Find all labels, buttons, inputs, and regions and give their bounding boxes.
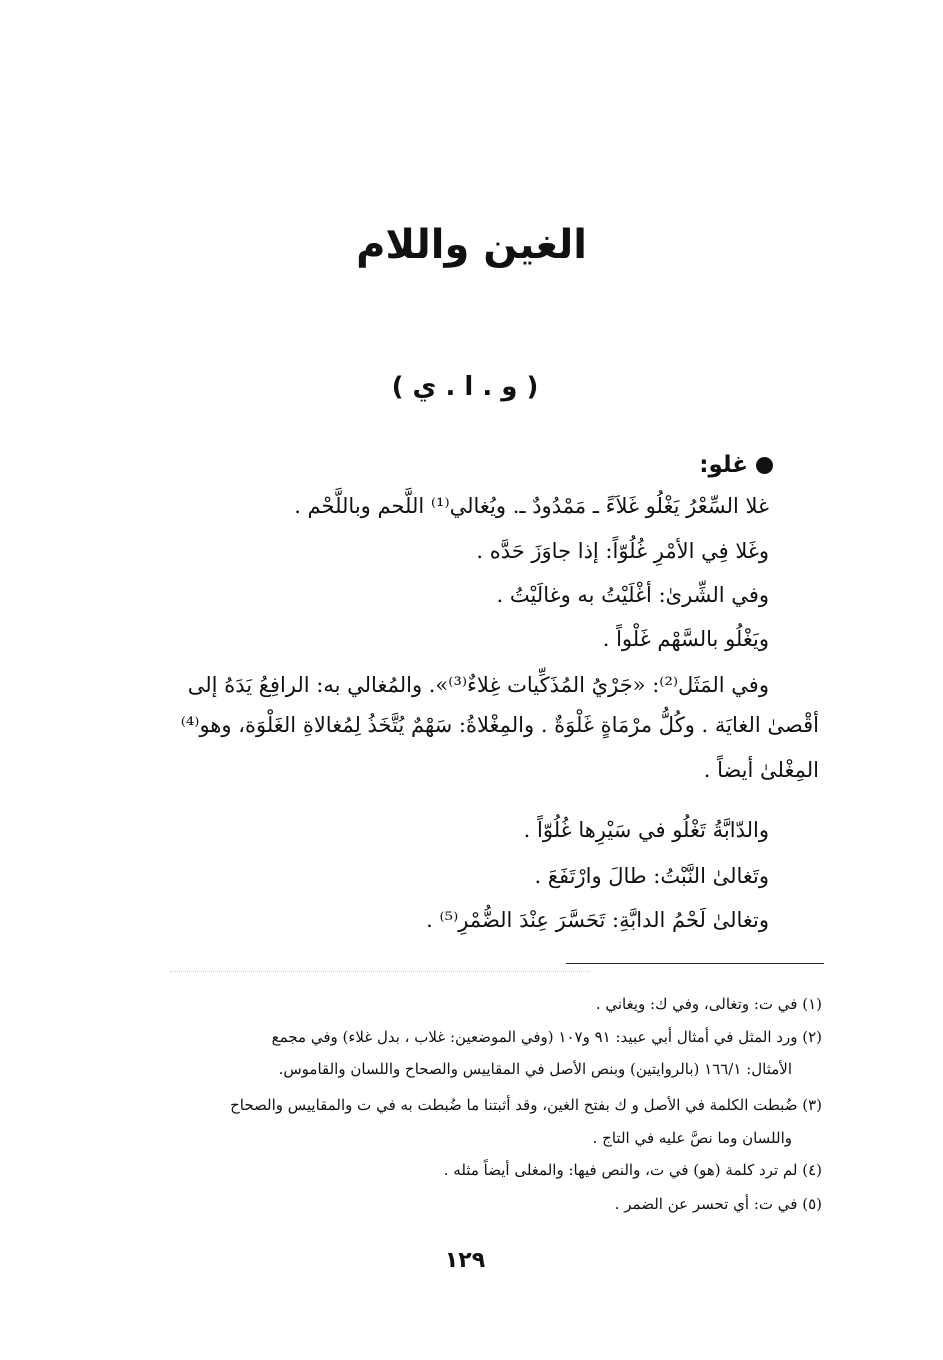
- body-line: وفي المَثَل⁽²⁾: «جَرْيُ المُذَكِّيات غِلاءٌ⁽³⁾». والمُغالي به: الرافِعُ يَدَهُ إلى: [187, 673, 769, 697]
- page-number: ١٢٩: [444, 1248, 486, 1273]
- body-line: المِغْلىٰ أيضاً .: [703, 758, 819, 782]
- body-line: وتَغالىٰ النَّبْتُ: طالَ وارْتَفَعَ .: [534, 864, 769, 888]
- footnote: (٤) لم ترد كلمة (هو) في ت، والنص فيها: والمغلى أيضاً مثله .: [443, 1161, 822, 1179]
- entry-word: غلو:: [699, 452, 748, 478]
- footnote-continuation: واللسان وما نصَّ عليه في التاج .: [592, 1129, 792, 1147]
- body-line: أقْصىٰ الغايَة . وكُلُّ مرْمَاةٍ غَلْوَةٌ . والمِغْلاةُ: سَهْمٌ يُتَّخَذُ لِمُغالاةِ الغَلْوَة، وهو⁽⁴⁾: [180, 713, 819, 737]
- scan-artifact-rule: [170, 971, 590, 972]
- body-line: غلا السِّعْرُ يَغْلُو غَلاَءً ـ مَمْدُودٌ ـ. ويُغالي⁽¹⁾ اللَّحم وباللَّحْم .: [294, 494, 769, 518]
- body-line: وغَلا فِي الأمْرِ غُلُوّاً: إذا جاوَزَ حَدَّه .: [476, 539, 769, 563]
- body-line: وتغالىٰ لَحْمُ الدابَّةِ: تَحَسَّرَ عِنْدَ الضُّمْرِ⁽⁵⁾ .: [426, 908, 769, 932]
- entry-heading: [699, 452, 773, 478]
- root-heading: ( و . ا . ي ): [391, 372, 539, 402]
- footnote: (٣) ضُبطت الكلمة في الأصل و ك بفتح الغين، وقد أثبتنا ما ضُبطت به في ت والمقاييس والصحاح: [230, 1096, 822, 1114]
- bullet-icon: [756, 457, 773, 474]
- body-line: وفي الشِّرىٰ: أغْلَيْتُ به وغالَيْتُ .: [496, 583, 769, 607]
- chapter-title: الغين واللام: [356, 222, 587, 268]
- footnote-continuation: الأمثال: ١٦٦/١ (بالروايتين) وبنص الأصل في المقاييس والصحاح واللسان والقاموس.: [278, 1060, 792, 1078]
- footnote: (٥) في ت: أي تحسر عن الضمر .: [614, 1195, 822, 1213]
- body-line: ويَغْلُو بالسَّهْم غَلْواً .: [602, 627, 769, 651]
- footnote: (١) في ت: وتغالى، وفي ك: ويغاني .: [595, 995, 822, 1013]
- body-line: والدّابَّةُ تَغْلُو في سَيْرِها غُلُوّاً .: [523, 818, 769, 842]
- footnote: (٢) ورد المثل في أمثال أبي عبيد: ٩١ و١٠٧ (وفي الموضعين: غلاب ، بدل غلاء) وفي مجمع: [271, 1028, 822, 1046]
- footnote-separator: [566, 963, 824, 964]
